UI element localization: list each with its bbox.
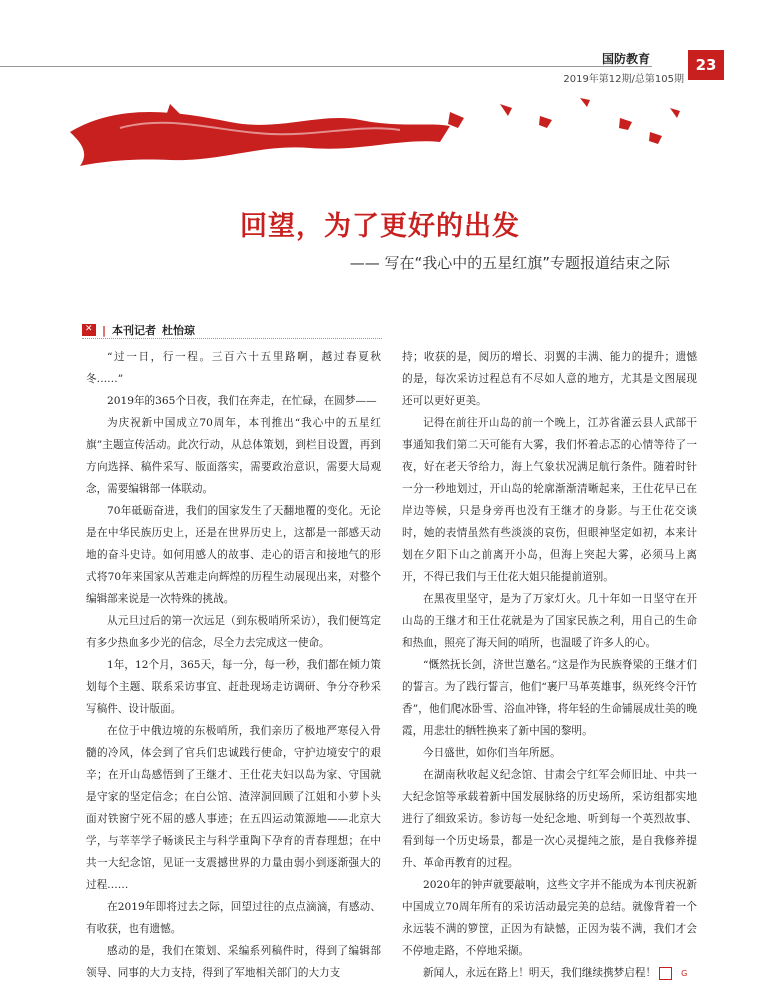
paragraph: “慨然抚长剑，济世岂邀名。”这是作为民族脊梁的王继才们的誓言。为了践行誓言，他们“裹尸马革英雄事，纵死终令汗竹香”，他们爬冰卧雪、浴血冲锋，将年轻的生命铺展成壮美的晚霞，用悲壮的牺牲换来了新中国的黎明。 [402,659,697,737]
page-number: 23 [688,50,724,80]
paragraph: 从元旦过后的第一次远足（到东极哨所采访），我们便笃定有多少热血多少光的信念，尽全力去完成这一使命。 [86,615,381,649]
paragraph: 在位于中俄边境的东极哨所，我们亲历了极地严寒侵入骨髓的冷风，体会到了官兵们忠诚践行使命，守护边境安宁的艰辛；在开山岛感悟到了王继才、王仕花夫妇以岛为家、守国就是守家的坚定信念；在白公馆、渣滓洞回顾了江姐和小萝卜头面对铁窗宁死不屈的感人事迹；在五四运动策源地——北京大学，与莘莘学子畅谈民主与科学重陶下孕育的青春理想；在中共一大纪念馆，见证一支震撼世界的力量由弱小到逐渐强大的过程…… [86,725,381,891]
magazine-name: 国防教育 [602,52,651,66]
article-title: 回望，为了更好的出发 [240,211,520,242]
bird-4 [539,116,552,128]
issue-info: 2019年第12期/总第105期 [563,74,684,85]
body-column-left [86,346,381,984]
paragraph-last [402,962,697,984]
closing-line: 新闻人，永远在路上！明天，我们继续携梦启程！ [423,967,657,979]
paragraph: 2019年的365个日夜，我们在奔走，在忙碌，在圆梦—— [107,395,377,407]
paragraph: 感动的是，我们在策划、采编系列稿件时，得到了编辑部领导、同事的大力支持，得到了军地相关部门的大力支 [86,945,381,979]
bird-6 [619,118,632,130]
paragraph: 在湖南秋收起义纪念馆、甘肃会宁红军会师旧址、中共一大纪念馆等承载着新中国发展脉络的历史场所，采访组都实地进行了细致采访。参访每一处纪念地、听到每一个英烈故事、看到每一个历史场景，都是一次心灵提纯之旅，是自我修养提升、革命再教育的过程。 [402,769,697,869]
header-rule [0,66,652,67]
bird-2 [448,112,464,128]
byline-separator-icon: | [102,323,107,337]
red-flag-ribbon [70,112,450,166]
paragraph: 为庆祝新中国成立70周年，本刊推出“我心中的五星红旗”主题宣传活动。此次行动，从总体策划，到栏目设置，再到方向选择、稿件采写、版面落实，需要政治意识，需要大局观念，需要编辑部一体联动。 [86,417,381,495]
body-column-right [402,346,697,984]
bird-8 [670,108,680,118]
bird-7 [649,132,662,144]
byline-icon [82,324,96,336]
byline-role: 本刊记者 [112,324,157,337]
bird-1 [166,104,180,116]
bird-5 [580,98,590,107]
paragraph: 1年，12个月，365天，每一分，每一秒，我们都在倾力策划每个主题、联系采访事宜、赶赴现场走访调研、争分夺秒采写稿件、设计版面。 [86,659,381,715]
paragraph: 70年砥砺奋进，我们的国家发生了天翻地覆的变化。无论是在中华民族历史上，还是在世界历史上，这都是一部感天动地的奋斗史诗。如何用感人的故事、走心的语言和接地气的形式将70年来国家从苦难走向辉煌的历程生动展现出来，对整个编辑部来说是一次特殊的挑战。 [86,505,381,605]
article-subtitle: —— 写在“我心中的五星红旗”专题报道结束之际 [349,254,670,272]
byline [82,322,195,338]
paragraph: “过一日，行一程。三百六十五里路啊，越过春夏秋冬……” [86,351,381,385]
paragraph: 记得在前往开山岛的前一个晚上，江苏省灌云县人武部干事通知我们第二天可能有大雾，我们怀着忐忑的心情等待了一夜，好在老天爷给力，海上气象状况满足航行条件。随着时针一分一秒地划过，开山岛的轮廓渐渐清晰起来，王仕花早已在岸边等候，只是身旁再也没有王继才的身影。与王仕花交谈时，她的表情虽然有些淡淡的哀伤，但眼神坚定如初，本来计划在夕阳下山之前离开小岛，但海上突起大雾，必须马上离开，不得已我们与王仕花大姐只能提前道别。 [402,417,697,583]
byline-name: 杜怡琼 [162,324,196,337]
bird-3 [500,104,512,116]
paragraph: 在2019年即将过去之际，回望过往的点点滴滴，有感动、有收获，也有遗憾。 [86,901,381,935]
paragraph: 在黑夜里坚守，是为了万家灯火。几十年如一日坚守在开山岛的王继才和王仕花就是为了国家民族之利，用自己的生命和热血，照亮了海天间的哨所，也温暖了许多人的心。 [402,593,697,649]
paragraph: 今日盛世，如你们当年所愿。 [423,747,561,759]
paragraph: 2020年的钟声就要敲响，这些文字并不能成为本刊庆祝新中国成立70周年所有的采访活动最完美的总结。就像背着一个永远装不满的箩筐，正因为有缺憾，正因为装不满，我们才会不停地走路，不停地采撷。 [402,879,697,957]
red-flag-birds-banner [60,92,700,174]
paragraph: 持；收获的是，阅历的增长、羽翼的丰满、能力的提升；遗憾的是，每次采访过程总有不尽如人意的地方，尤其是文图展现还可以更好更美。 [402,351,697,407]
byline-rule [82,338,382,340]
end-mark-icon: G [659,967,672,980]
